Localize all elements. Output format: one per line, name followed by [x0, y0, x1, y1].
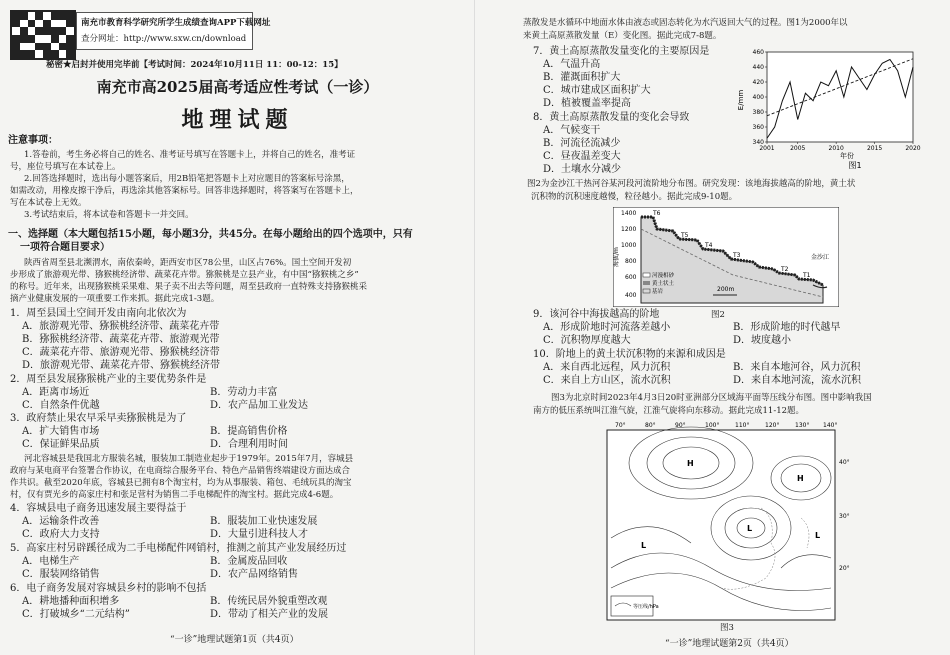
fig1-xtick-label: 2001: [759, 145, 775, 152]
fig2-t6: T6: [653, 210, 661, 217]
fig2-ytick: 1200: [621, 226, 637, 233]
option-b[interactable]: B．金属废品回收: [210, 556, 288, 567]
fig1-caption: 图1: [848, 161, 862, 170]
passage-line: 摘产业健康发展的一项重要工作来抓。据此完成1-3题。: [10, 294, 220, 304]
option-b[interactable]: B．提高销售价格: [210, 426, 288, 437]
option-a[interactable]: A．气候变干: [543, 125, 601, 136]
exam-time: 秘密★启封并使用完毕前【考试时间：2024年10月11日 11：00-12：15】: [46, 60, 343, 70]
option-b[interactable]: B．服装加工业快速发展: [210, 516, 318, 527]
option-b[interactable]: B．来自本地河谷，风力沉积: [733, 362, 861, 373]
header-line2[interactable]: 查分网址：http://www.sxw.cn/download: [81, 34, 247, 44]
question-stem: 1．周至县国土空间开发由南向北依次为: [10, 308, 187, 319]
question-stem: 3．政府禁止果农早采早卖猕猴桃是为了: [10, 413, 187, 424]
fig2-t4: T4: [705, 242, 713, 249]
fig1-ytick-label: 400: [752, 94, 764, 101]
option-c[interactable]: C．蔬菜花卉带、旅游观光带、猕猴桃经济带: [22, 347, 220, 358]
question-stem: 10．阶地上的黄土状沉积物的来源和成因是: [533, 349, 726, 360]
option-c[interactable]: C．沉积物厚度越大: [543, 335, 631, 346]
fig2-t2: T2: [781, 266, 789, 273]
notice-line: 号，座位号填写在本试卷上。: [10, 162, 121, 172]
fig3-lat: 20°: [839, 565, 850, 572]
fig3-caption: 图3: [720, 623, 734, 633]
fig1-plot-frame: [767, 52, 913, 142]
option-d[interactable]: D．来自本地河流，流水沉积: [733, 375, 862, 386]
option-a[interactable]: A．距离市场近: [22, 387, 90, 398]
fig3-lon: 70°: [615, 422, 626, 429]
passage-line: 蒸散发是水循环中地面水体由液态或固态转化为水汽返回大气的过程。图1为2000年以: [523, 18, 848, 28]
fig2-legend: 基岩: [652, 289, 664, 295]
fig2-river-label: 金沙江: [811, 254, 830, 261]
passage-line: 作共识。截至2020年底，容城县已拥有8个淘宝村，均为从事服装、箱包、毛绒玩具的淘宝: [10, 478, 352, 488]
qr-code[interactable]: [10, 10, 76, 60]
fig3-lat: 40°: [839, 459, 850, 466]
fig3-lon: 110°: [735, 422, 750, 429]
passage-line: 图3为北京时间2023年4月3日20时亚洲部分区域海平面等压线分布图。图中影响我国: [551, 393, 872, 403]
fig3-frame: [607, 430, 835, 620]
option-d[interactable]: D．农产品加工业发达: [210, 400, 309, 411]
option-c[interactable]: C．城市建成区面积扩大: [543, 85, 651, 96]
notice-line: 写在本试卷上无效。: [10, 198, 87, 208]
notice-line: 2.回答选择题时，选出每小题答案后，用2B铅笔把答题卡上对应题目的答案标号涂黑，: [24, 174, 350, 184]
fig3-legend: 等压线/hPa: [633, 604, 659, 610]
passage-line: 政府与某电商平台签署合作协议，在电商综合服务平台、特色产品销售终端建设方面达成合: [10, 466, 351, 476]
fig1-ytick-label: 380: [752, 109, 764, 116]
passage-line: 村，仅有贾光乡的高家庄村和张足营村为销售二手电梯配件的淘宝村。据此完成4-6题。: [10, 490, 339, 500]
option-a[interactable]: A．运输条件改善: [22, 516, 100, 527]
fig3-lon: 140°: [823, 422, 838, 429]
passage-line: 沉积物的沉积速度越慢，粒径越小。据此完成9-10题。: [531, 192, 738, 202]
fig2-ytick: 1000: [621, 242, 637, 249]
question-stem: 9．该河谷中海拔越高的阶地: [533, 309, 660, 320]
option-a[interactable]: A．旅游观光带、猕猴桃经济带、蔬菜花卉带: [22, 321, 220, 332]
fig2-t3: T3: [733, 252, 741, 259]
question-stem: 5．高家庄村另辟蹊径成为二手电梯配件网销村，推测之前其产业发展经历过: [10, 543, 347, 554]
page-right: [475, 0, 950, 655]
header-line1: 南充市教育科学研究所学生成绩查询APP下载网址: [81, 18, 271, 28]
fig3-high: H: [687, 459, 694, 468]
fig2-t1: T1: [803, 272, 811, 279]
fig2-ylabel: 海拔/m: [613, 247, 620, 267]
fig2-caption: 图2: [711, 310, 725, 320]
figure-3-pressure-map: [601, 418, 851, 622]
fig1-xtick-label: 2015: [866, 145, 883, 152]
option-d[interactable]: D．坡度越小: [733, 335, 792, 346]
header-box: [76, 12, 271, 50]
fig3-lon: 120°: [765, 422, 780, 429]
option-b[interactable]: B．河流径流减少: [543, 138, 621, 149]
passage-line: 南方的低压系统叫江淮气旋，江淮气旋将向东移动。据此完成11-12题。: [533, 406, 805, 416]
fig3-high: H: [797, 474, 804, 483]
option-b[interactable]: B．灌溉面积扩大: [543, 72, 621, 83]
option-d[interactable]: D．旅游观光带、蔬菜花卉带、猕猴桃经济带: [22, 360, 221, 371]
option-a[interactable]: A．扩大销售市场: [22, 426, 100, 437]
fig2-legend-swatch: [643, 281, 650, 285]
option-d[interactable]: D．农产品网络销售: [210, 569, 299, 580]
fig2-ytick: 400: [625, 292, 637, 299]
option-d[interactable]: D．带动了相关产业的发展: [210, 609, 329, 620]
fig3-lon: 90°: [675, 422, 686, 429]
passage-line: 的称号。近年来，出现猕猴桃采果难、果子卖不出去等问题，周至县政府一直特殊支持猕猴桃采: [10, 282, 368, 292]
fig2-ytick: 600: [625, 274, 637, 281]
option-c[interactable]: C．自然条件优越: [22, 400, 100, 411]
fig2-legend-swatch: [643, 273, 650, 277]
page-footer: “一诊”地理试题第2页（共4页）: [665, 639, 794, 649]
figure-1-chart: [735, 44, 925, 172]
fig3-lon: 100°: [705, 422, 720, 429]
fig1-xtick-label: 2020: [905, 145, 921, 152]
subject-title: 地理试题: [181, 107, 294, 133]
question-stem: 7．黄土高原蒸散发量变化的主要原因是: [533, 46, 710, 57]
option-b[interactable]: B．形成阶地的时代越早: [733, 322, 841, 333]
option-c[interactable]: C．服装网络销售: [22, 569, 100, 580]
passage-line: 步形成了旅游观光带、猕猴桃经济带、蔬菜花卉带。猕猴桃是立县产业，有中国“猕猴桃之乡”: [10, 270, 359, 280]
passage-line: 图2为金沙江干热河谷某河段河流阶地分布图。研究发现：该地海拔越高的阶地，黄土状: [527, 179, 856, 189]
option-c[interactable]: C．打破城乡“二元结构”: [22, 609, 130, 620]
option-c[interactable]: C．来自上方山区，流水沉积: [543, 375, 671, 386]
page-footer: “一诊”地理试题第1页（共4页）: [170, 635, 299, 645]
fig2-ytick: 1400: [621, 210, 637, 217]
fig3-low: L: [641, 541, 647, 550]
fig2-ytick: 800: [625, 258, 637, 265]
fig1-ytick-label: 440: [752, 64, 764, 71]
option-b[interactable]: B．劳动力丰富: [210, 387, 278, 398]
fig2-scale: 200m: [717, 286, 735, 293]
option-b[interactable]: B．传统民居外貌重塑改观: [210, 596, 328, 607]
notice-line: 3.考试结束后，将本试卷和答题卡一并交回。: [24, 210, 194, 220]
option-d[interactable]: D．土壤水分减少: [543, 164, 622, 175]
option-a[interactable]: A．形成阶地时河流落差越小: [543, 322, 671, 333]
notice-line: 1.答卷前，考生务必将自己的姓名、准考证号填写在答题卡上，并将自己的姓名，准考证: [24, 150, 356, 160]
figure-2-terrace: [613, 207, 839, 307]
fig1-ytick-label: 340: [752, 139, 764, 146]
question-stem: 2．周至县发展猕猴桃产业的主要优势条件是: [10, 374, 207, 385]
option-a[interactable]: A．气温升高: [543, 59, 601, 70]
fig2-legend: 河漫相砂: [652, 273, 675, 279]
fig3-lat: 30°: [839, 513, 850, 520]
passage-line: 河北容城县是我国北方服装名城，服装加工制造业起步于1979年。2015年7月，容城县: [24, 454, 354, 464]
option-a[interactable]: A．耕地播种面积增多: [22, 596, 120, 607]
fig1-ytick-label: 460: [752, 49, 764, 56]
option-d[interactable]: D．合理利用时间: [210, 439, 289, 450]
fig1-xlabel: 年份: [840, 152, 854, 160]
fig1-ytick-label: 360: [752, 124, 764, 131]
passage-line: 陕西省周至县北濒渭水，南依秦岭，距西安市区78公里，山区占76%。国土空间开发初: [24, 258, 352, 268]
option-a[interactable]: A．电梯生产: [22, 556, 80, 567]
fig1-ytick-label: 420: [752, 79, 764, 86]
option-b[interactable]: B．猕猴桃经济带、蔬菜花卉带、旅游观光带: [22, 334, 220, 345]
fig3-low: L: [815, 531, 821, 540]
option-c[interactable]: C．政府大力支持: [22, 529, 100, 540]
option-d[interactable]: D．植被覆盖率提高: [543, 98, 632, 109]
question-stem: 4．容城县电子商务迅速发展主要得益于: [10, 503, 187, 514]
option-c[interactable]: C．昼夜温差变大: [543, 151, 621, 162]
question-stem: 6．电子商务发展对容城县乡村的影响不包括: [10, 583, 207, 594]
option-c[interactable]: C．保证鲜果品质: [22, 439, 100, 450]
fig2-t5: T5: [681, 232, 689, 239]
fig3-lon: 130°: [795, 422, 810, 429]
fig1-xtick-label: 2010: [828, 145, 844, 152]
option-a[interactable]: A．来自西北远程，风力沉积: [543, 362, 671, 373]
passage-line: 来黄土高原蒸散发量（E）变化图。据此完成7-8题。: [523, 31, 722, 41]
section-heading: 一、选择题（本大题包括15小题，每小题3分，共45分。在每小题给出的四个选项中，只有: [8, 229, 413, 240]
fig2-legend-swatch: [643, 289, 650, 293]
section-heading: 一项符合题目要求）: [20, 242, 110, 253]
fig3-lon: 80°: [645, 422, 656, 429]
notice-line: 如需改动，用橡皮擦干净后，再选涂其他答案标号。回答非选择题时，将答案写在答题卡上，: [10, 186, 359, 196]
fig1-ylabel: E/mm: [737, 89, 745, 111]
option-d[interactable]: D．大量引进科技人才: [210, 529, 309, 540]
fig2-legend: 黄土状土: [652, 281, 675, 287]
exam-title: 南充市高2025届高考适应性考试（一诊）: [96, 78, 379, 96]
fig3-low: L: [747, 524, 753, 533]
fig1-xtick-label: 2005: [790, 145, 806, 152]
notice-title: 注意事项：: [8, 135, 58, 146]
question-stem: 8．黄土高原蒸散发量的变化会导致: [533, 112, 690, 123]
